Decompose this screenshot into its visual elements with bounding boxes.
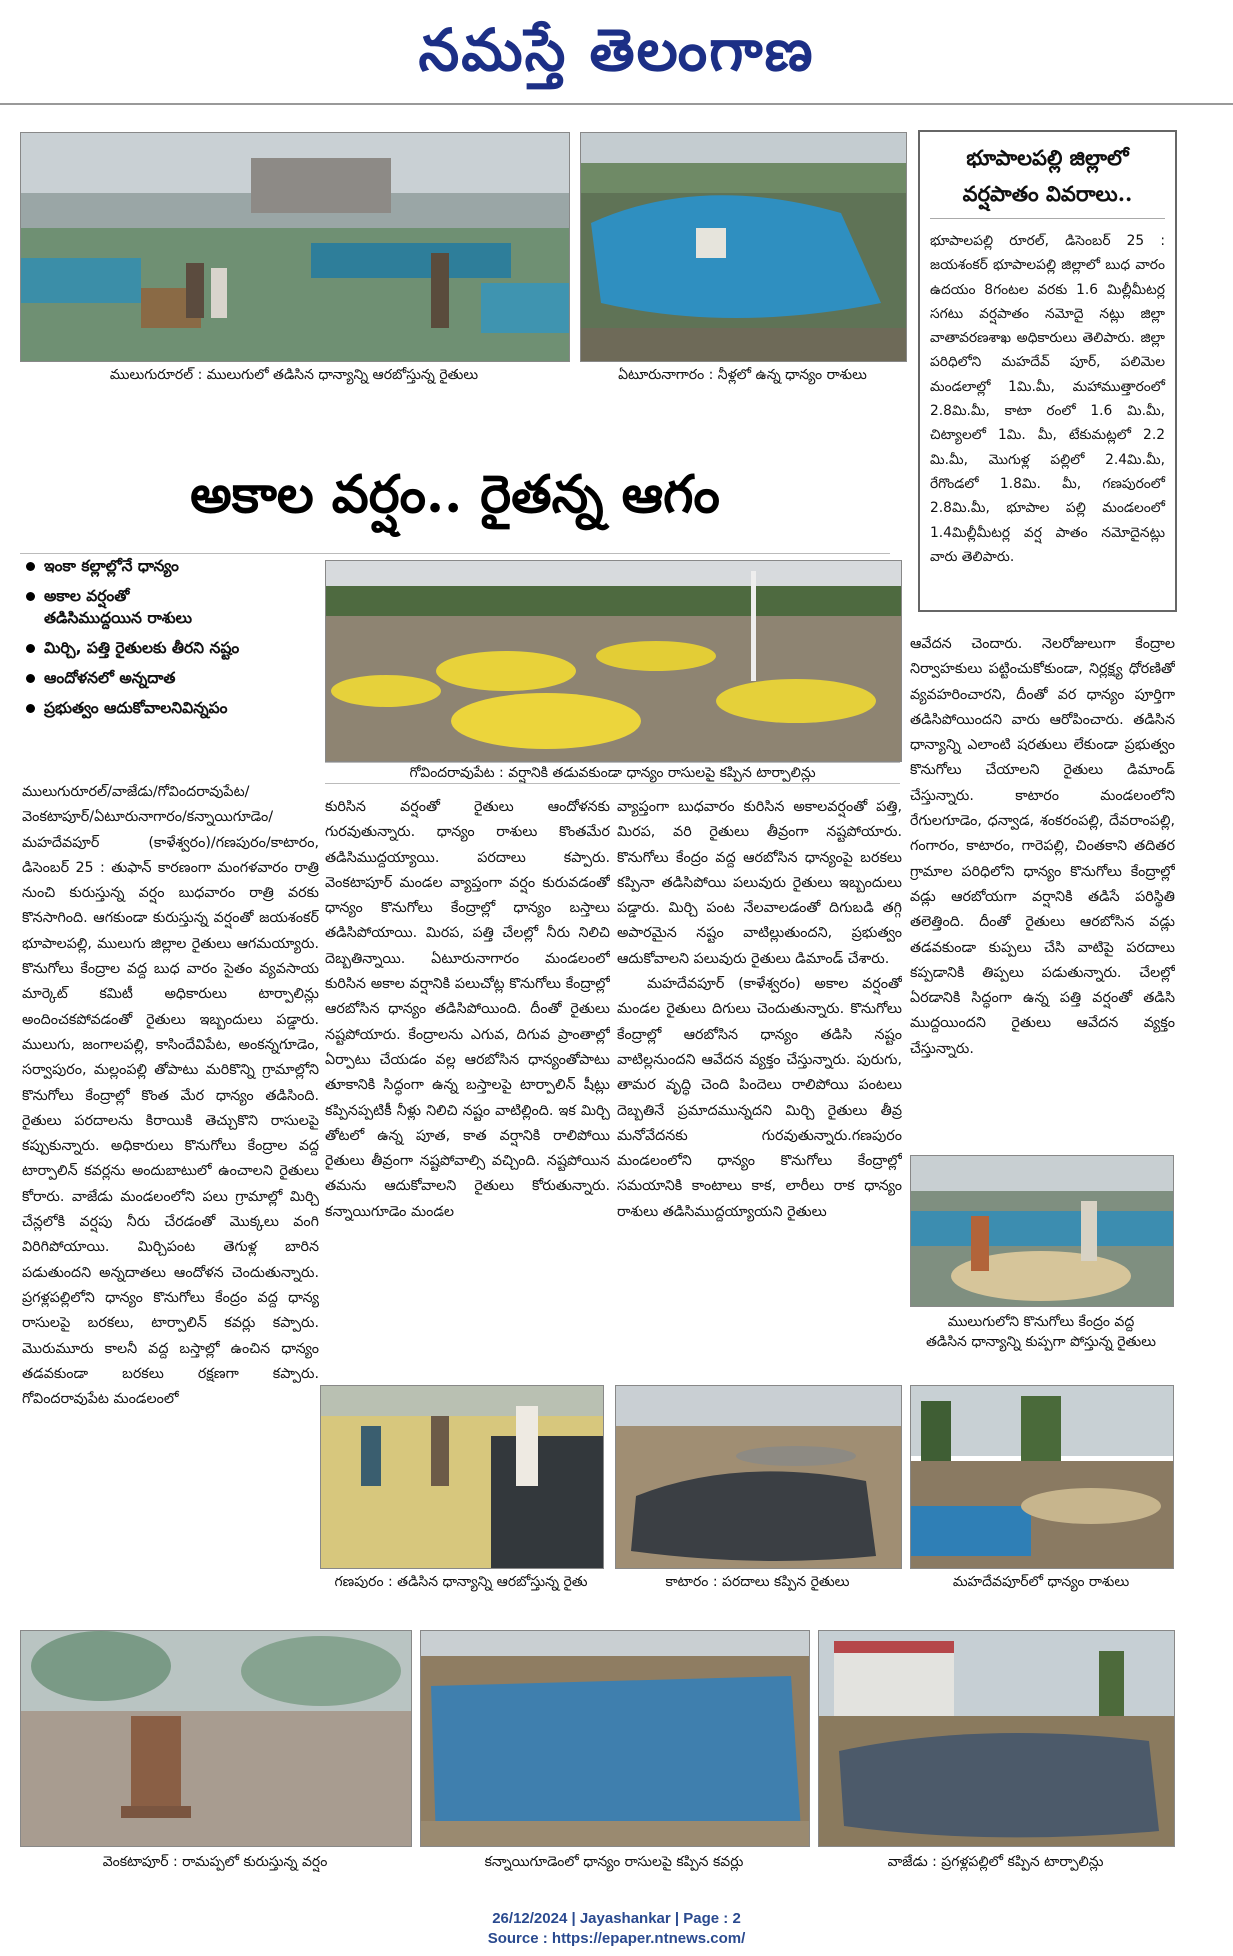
article-column-2 <box>325 795 610 1365</box>
masthead-rule <box>0 103 1233 105</box>
sidebox-title-line2: వర్షపాతం వివరాలు.. <box>962 181 1133 206</box>
bullet-item <box>22 585 332 629</box>
article-column-4 <box>910 632 1175 1147</box>
sidebox-title <box>930 140 1165 219</box>
photo-eturunagaram-grain-heaps <box>580 132 907 362</box>
rainfall-sidebox <box>918 130 1177 612</box>
bullet-item: ఆందోళనలో అన్నదాత <box>22 667 332 689</box>
bullet-line: తడిసిముద్దయిన రాశులు <box>44 609 192 627</box>
caption-photo9: కన్నాయిగూడెంలో ధాన్యం రాసులపై కప్పిన కవర్లు <box>484 1854 744 1870</box>
photo-vajedu-tarpaulins <box>818 1630 1175 1847</box>
photo-ganapuram-farmer <box>320 1385 604 1569</box>
caption-photo8: వెంకటాపూర్‌ : రామప్పలో కురుస్తున్న వర్షం <box>102 1854 328 1870</box>
article-paragraph: వ్యాప్తంగా బుధవారం కురిసిన అకాలవర్షంతో పత్తి, మిరప, వరి రైతులు తీవ్రంగా నష్టపోయారు. కొనుగోలు కేంద్రం వద్ద ఆరబోసిన ధాన్యంపై బరకలు కప్పినా తడిసిపోయి పలువురు రైతులు ఇబ్బందులు పడ్డారు. మిర్చి పంట నేలవాలడంతో దిగుబడి తగ్గి అపారమైన నష్టం వాటిల్లుతుందని, ప్రభుత్వం ఆదుకోవాలని పలువురు రైతులు డిమాండ్‌ చేశారు. <box>617 799 902 967</box>
bullet-item: ఇంకా కల్లాల్లోనే ధాన్యం <box>22 555 332 577</box>
article-column-1 <box>22 780 319 1730</box>
caption-photo7: మహదేవపూర్‌లో ధాన్యం రాశులు <box>952 1574 1130 1590</box>
bullet-list <box>22 555 332 727</box>
sidebox-title-line1: భూపాలపల్లి జిల్లాలో <box>966 145 1129 170</box>
photo-ramappa-rain <box>20 1630 412 1847</box>
article-paragraph: కురిసిన వర్షంతో రైతులు ఆందోళనకు గురవుతున్నారు. ధాన్యం రాశులు కొంతమేర తడిసిముద్దయ్యాయి. పరదాలు కప్పారు. వెంకటాపూర్‌ మండల వ్యాప్తంగా వర్షం కురువడంతో ధాన్యం కొనుగోలు కేంద్రాల్లో ధాన్యం బస్తాలు తడిసిపోయాయి. మిరప, పత్తి చేలల్లో నీరు నిలిచి దెబ్బతిన్నాయి. ఏటూరునాగారం మండలంలో కురిసిన అకాల వర్షానికి పలుచోట్ల కొనుగోలు కేంద్రాల్లో ఆరబోసిన ధాన్యం తడిసిపోయింది. దీంతో రైతులు నష్టపోయారు. కేంద్రాలను ఎగువ, దిగువ ప్రాంతాల్లో ఏర్పాటు చేయడం వల్ల ఆరబోసిన ధాన్యంతోపాటు తూకానికి సిద్ధంగా ఉన్న బస్తాలపై టార్పాలిన్‌ షీట్లు కప్పినప్పటికీ నీళ్లు నిలిచి నష్టం వాటిల్లింది. ఇక మిర్చి తోటలో ఉన్న పూత, కాత వర్షానికి రాలిపోయి రైతులు తీవ్రంగా నష్టపోవాల్సి వచ్చింది. నష్టపోయిన తమను ఆదుకోవాలని రైతులు కోరుతున్నారు. కన్నాయిగూడెం మండల <box>325 799 610 1220</box>
bullet-line: అకాల వర్షంతో <box>44 587 130 605</box>
headline: అకాల వర్షం.. రైతన్న ఆగం <box>190 464 720 525</box>
photo-mahadevpur-grain <box>910 1385 1174 1569</box>
headline-rule <box>20 553 890 554</box>
photo-govindaraopet-tarpaulins <box>325 560 902 762</box>
article-paragraph: ఆవేదన చెందారు. నెలరోజులుగా కేంద్రాల నిర్వాహకులు పట్టించుకోకుండా, నిర్లక్ష్య ధోరణితో వ్యవహరించారని, దీంతో వర ధాన్యం పూర్తిగా తడిసిపోయిందని వారు ఆరోపించారు. తడిసిన ధాన్యాన్ని ఎలాంటి షరతులు లేకుండా ప్రభుత్వం కొనుగోలు చేయాలని రైతులు డిమాండ్‌ చేస్తున్నారు. కాటారం మండలంలోని రేగులగూడెం, ధన్వాడ, శంకరంపల్లి, దేవరాంపల్లి, గంగారం, కాటారం, గారెపల్లి, చింతకాని తదితర గ్రామాల పరిధిలోని ధాన్యం కొనుగోలు కేంద్రాల్లో వడ్లు ఆరబోయగా వర్షానికి తడిసే పరిస్థితి తలెత్తింది. దీంతో రైతులు ఆరబోసిన వడ్లు తడవకుండా కుప్పలు చేసి వాటిపై పరదాలు కప్పడానికి తిప్పలు పడుతున్నారు. చేలల్లో ఏరడానికి సిద్ధంగా ఉన్న పత్తి వర్షంతో తడిసి ముద్దయిందని రైతులు ఆవేదన వ్యక్తం చేస్తున్నారు. <box>910 636 1175 1057</box>
caption-photo5: గణపురం : తడిసిన ధాన్యాన్ని ఆరబోస్తున్న రైతు <box>334 1574 588 1590</box>
photo-kataram-covers <box>615 1385 902 1569</box>
caption-photo10: వాజేడు : ప్రగళ్లపల్లిలో కప్పిన టార్పాలిన్లు <box>887 1854 1104 1870</box>
photo-mulugu-farmers <box>20 132 570 362</box>
caption-photo1: ములుగురూరల్‌ : ములుగులో తడిసిన ధాన్యాన్ని ఆరబోస్తున్న రైతులు <box>109 367 479 383</box>
caption-photo6: కాటారం : పరదాలు కప్పిన రైతులు <box>665 1574 850 1590</box>
footer-date-edition: 26/12/2024 | Jayashankar | Page : 2 <box>492 1910 741 1927</box>
photo-mulugu-purchase-centre <box>910 1155 1174 1307</box>
sidebox-body: భూపాలపల్లి రూరల్‌, డిసెంబర్‌ 25 : జయశంకర్‌ భూపాలపల్లి జిల్లాలో బుధ వారం ఉదయం 8గంటల వరకు 1.6 మిల్లీమీటర్ల సగటు వర్షపాతం నమోదై నట్లు జిల్లా వాతావరణశాఖ అధికారులు తెలిపారు. జిల్లా పరిధిలోని మహదేవ్‌ పూర్‌, పలిమెల మండలాల్లో 1మి.మీ, మహాముత్తారంలో 2.8మి.మీ, కాటా రంలో 1.6 మి.మీ, చిట్యాలలో 1మి. మీ, టేకుమట్లలో 2.2 మి.మీ, మొగుళ్ల పల్లిలో 2.4మి.మీ, రేగొండలో 1.8మి. మీ, గణపురంలో 2.8మి.మీ, భూపాల పల్లి మండలంలో 1.4మిల్లీమీటర్ల వర్ష పాతం నమోదైనట్లు వారు తెలిపారు. <box>930 233 1165 565</box>
caption-photo3: గోవిందరావుపేట : వర్షానికి తడువకుండా ధాన్యం రాసులపై కప్పిన టార్పాలిన్లు <box>325 762 900 784</box>
article-paragraph: మహదేవపూర్‌ (కాళేశ్వరం) అకాల వర్షంతో మండల రైతులు దిగులు చెందుతున్నారు. కొనుగోలు కేంద్రాల్లో ఆరబోసిన ధాన్యం తడిసి నష్టం వాటిల్లనుందని ఆవేదన వ్యక్తం చేస్తున్నారు. పురుగు, తామర వృద్ధి చెంది పిందెలు రాలిపోయి పంటలు దెబ్బతినే ప్రమాదమున్నదని మిర్చి రైతులు తీవ్ర మనోవేదనకు గురవుతున్నారు.గణపురం మండలంలోని ధాన్యం కొనుగోలు కేంద్రాల్లో సమయానికి కాంటాలు కాక, లారీలు రాక ధాన్యం రాశులు తడిసిముద్దయ్యాయని రైతులు <box>617 976 902 1220</box>
masthead: నమస్తే తెలంగాణ <box>418 16 815 84</box>
article-paragraph: ములుగురూరల్‌/వాజేడు/గోవిందరావుపేట/ వెంకటాపూర్‌/ఏటూరునాగారం/కన్నాయిగూడెం/మహదేవపూర్‌ (కాళేశ్వరం)/గణపురం/కాటారం, డిసెంబర్‌ 25 : తుఫాన్‌ కారణంగా మంగళవారం రాత్రి నుంచి కురుస్తున్న వర్షం బుధవారం రాత్రి వరకు కొనసాగింది. ఆగకుండా కురుస్తున్న వర్షంతో జయశంకర్‌ భూపాలపల్లి, ములుగు జిల్లాల రైతులు ఆగమయ్యారు. కొనుగోలు కేంద్రాల వద్ద బుధ వారం సైతం వ్యవసాయ మార్కెట్‌ కమిటీ అధికారులు టార్పాలిన్లు అందించకపోవడంతో రైతులు ఇబ్బందులు పడ్డారు. ములుగు, జంగాలపల్లి, కాసిందేవిపేట, అంకన్నగూడెం, సర్వాపురం, మల్లంపల్లి తోపాటు మరికొన్ని గ్రామాల్లోని కొనుగోలు కేంద్రాల్లో కొంత మేర ధాన్యం తడిసింది. రైతులు పరదాలను కిరాయికి తెచ్చుకొని రాసులపై కప్పుకున్నారు. అధికారులు కొనుగోలు కేంద్రాల వద్ద టార్పాలిన్‌ కవర్లను అందుబాటులో ఉంచాలని రైతులు కోరారు. వాజేడు మండలంలోని పలు గ్రామాల్లో మిర్చి చేన్లలోకి వర్షపు నీరు చేరడంతో మొక్కలు వంగి విరిగిపోయాయి. మిర్చిపంట తెగుళ్ల బారిన పడుతుందని అన్నదాతలు ఆందోళన చెందుతున్నారు. ప్రగళ్లపల్లిలోని ధాన్యం కొనుగోలు కేంద్రం వద్ద ధాన్య రాసులపై బరకలు, టార్పాలిన్‌ కవర్లు కప్పారు. మొరుమూరు కాలనీ వద్ద బస్తాల్లో ఉంచిన ధాన్యం తడవకుండా బరకలు రక్షణగా కప్పారు. గోవిందరావుపేట మండలంలో <box>22 784 319 1408</box>
caption-photo4-line1: ములుగులోని కొనుగోలు కేంద్రం వద్ద <box>947 1314 1135 1330</box>
bullet-item: ప్రభుత్వం ఆదుకోవాలనివిన్నపం <box>22 697 332 719</box>
article-column-3 <box>617 795 902 1365</box>
bullet-item: మిర్చి, పత్తి రైతులకు తీరని నష్టం <box>22 637 332 659</box>
footer-source: Source : https://epaper.ntnews.com/ <box>487 1930 746 1947</box>
caption-photo2: ఏటూరునాగారం : నీళ్లలో ఉన్న ధాన్యం రాశులు <box>618 367 867 383</box>
photo-kannaigudem-covers <box>420 1630 810 1847</box>
caption-photo4-line2: తడిసిన ధాన్యాన్ని కుప్పగా పోస్తున్న రైతులు <box>925 1334 1157 1350</box>
